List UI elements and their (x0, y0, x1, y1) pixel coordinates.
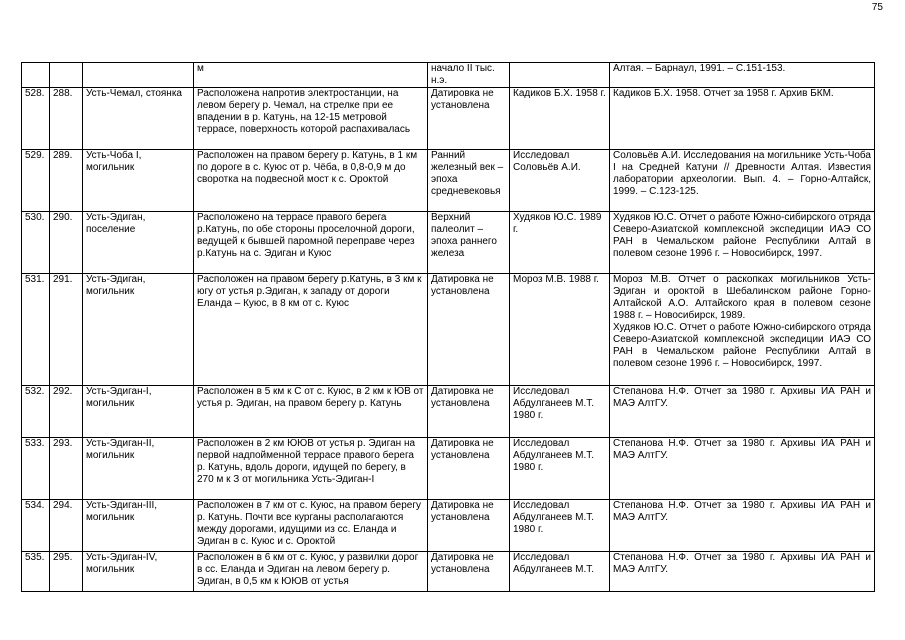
monument-dating: Датировка не установлена (428, 552, 510, 592)
monument-dating: Верхний палеолит – эпоха раннего железа (428, 212, 510, 274)
monuments-table (21, 62, 875, 592)
monument-researcher: Мороз М.В. 1988 г. (510, 274, 610, 386)
row-number: 532. (22, 386, 50, 438)
literature-entry: Худяков Ю.С. Отчет о работе Южно-сибирского отряда Северо-Азиатской комплексной экспедиции ИАЭ СО РАН в Чемальском районе Республики Алтай в полевом сезоне 1996 г. – Новосибирск, 1997. (613, 322, 871, 369)
monument-location: Расположен в 6 км от с. Куюс, у развилки дорог в сс. Еланда и Эдиган на левом берегу р. Эдиган, в 0,5 км к ЮЮВ от устья (194, 552, 428, 592)
monument-literature (610, 274, 875, 386)
monument-id (50, 63, 83, 88)
monument-researcher: Исследовал Соловьёв А.И. (510, 150, 610, 212)
monument-id: 291. (50, 274, 83, 386)
monument-location: Расположен на правом берегу р.Катунь, в 3 км к югу от устья р.Эдиган, к западу от дороги Еланда – Куюс, в 8 км от с. Куюс (194, 274, 428, 386)
monument-dating: Датировка не установлена (428, 386, 510, 438)
row-number: 534. (22, 500, 50, 552)
literature-entry: Мороз М.В. Отчет о раскопках могильников Усть-Эдиган и ороктой в Шебалинском районе Горно-Алтайской А.О. Алтайского края в полевом сезоне 1988 г. – Новосибирск, 1989. (613, 274, 871, 321)
monument-literature: Соловьёв А.И. Исследования на могильнике Усть-Чоба I на Средней Катуни // Древности Алтая. Известия лаборатории археологии. Вып. 4. – Горно-Алтайск, 1999. – С.123-125. (610, 150, 875, 212)
table-row (22, 552, 875, 592)
monument-location: Расположен на правом берегу р. Катунь, в 1 км по дороге в с. Куюс от р. Чёба, в 0,8-0,9 м до своротка на подвесной мост к с. Ороктой (194, 150, 428, 212)
monument-id: 293. (50, 438, 83, 500)
monument-location: Расположен в 7 км от с. Куюс, на правом берегу р. Катунь. Почти все курганы располагаются между дорогами, идущими из сс. Еланда и Эдиган в с. Куюс и с. Ороктой (194, 500, 428, 552)
monument-name: Усть-Эдиган, поселение (83, 212, 194, 274)
monument-dating: Датировка не установлена (428, 500, 510, 552)
monument-dating: начало II тыс. н.э. (428, 63, 510, 88)
monument-location: м (194, 63, 428, 88)
table-row (22, 212, 875, 274)
page-number: 75 (871, 2, 883, 13)
row-number (22, 63, 50, 88)
monument-dating: Датировка не установлена (428, 438, 510, 500)
monument-researcher: Исследовал Абдулганеев М.Т. 1980 г. (510, 386, 610, 438)
row-number: 529. (22, 150, 50, 212)
table-row (22, 150, 875, 212)
monument-researcher: Кадиков Б.Х. 1958 г. (510, 88, 610, 150)
monument-location: Расположен в 2 км ЮЮВ от устья р. Эдиган на первой надпойменной террасе правого берега р. Катунь, вдоль дороги, идущей по берегу, в 270 м к З от могильника Усть-Эдиган-I (194, 438, 428, 500)
monument-name (83, 63, 194, 88)
monument-researcher (510, 63, 610, 88)
row-number: 531. (22, 274, 50, 386)
monument-name: Усть-Эдиган-IV, могильник (83, 552, 194, 592)
monument-dating: Ранний железный век – эпоха средневековья (428, 150, 510, 212)
monument-id: 294. (50, 500, 83, 552)
row-number: 533. (22, 438, 50, 500)
table-row (22, 386, 875, 438)
monument-researcher: Исследовал Абдулганеев М.Т. 1980 г. (510, 438, 610, 500)
table-row (22, 438, 875, 500)
monument-id: 292. (50, 386, 83, 438)
monument-researcher: Исследовал Абдулганеев М.Т. 1980 г. (510, 500, 610, 552)
monument-name: Усть-Чемал, стоянка (83, 88, 194, 150)
monument-literature: Кадиков Б.Х. 1958. Отчет за 1958 г. Архив БКМ. (610, 88, 875, 150)
monument-literature: Степанова Н.Ф. Отчет за 1980 г. Архивы ИА РАН и МАЭ АлтГУ. (610, 386, 875, 438)
table-row (22, 63, 875, 88)
monument-literature: Худяков Ю.С. Отчет о работе Южно-сибирского отряда Северо-Азиатской комплексной экспедиции ИАЭ СО РАН в Чемальском районе Республики Алтай в полевом сезоне 1996 г. – Новосибирск, 1997. (610, 212, 875, 274)
monument-id: 290. (50, 212, 83, 274)
monument-dating: Датировка не установлена (428, 274, 510, 386)
monument-name: Усть-Чоба I, могильник (83, 150, 194, 212)
monument-location: Расположена напротив электростанции, на левом берегу р. Чемал, на стрелке при ее впадении в р. Катунь, на 12-15 метровой террасе, поверхность которой распахивалась (194, 88, 428, 150)
monument-name: Усть-Эдиган-III, могильник (83, 500, 194, 552)
monument-id: 288. (50, 88, 83, 150)
monument-name: Усть-Эдиган, могильник (83, 274, 194, 386)
monument-dating: Датировка не установлена (428, 88, 510, 150)
monument-literature: Степанова Н.Ф. Отчет за 1980 г. Архивы ИА РАН и МАЭ АлтГУ. (610, 438, 875, 500)
monument-researcher: Худяков Ю.С. 1989 г. (510, 212, 610, 274)
monument-literature: Степанова Н.Ф. Отчет за 1980 г. Архивы ИА РАН и МАЭ АлтГУ. (610, 500, 875, 552)
monument-literature: Алтая. – Барнаул, 1991. – С.151-153. (610, 63, 875, 88)
monument-name: Усть-Эдиган-I, могильник (83, 386, 194, 438)
table-row (22, 88, 875, 150)
monument-location: Расположен в 5 км к С от с. Куюс, в 2 км к ЮВ от устья р. Эдиган, на правом берегу р. Катунь (194, 386, 428, 438)
row-number: 530. (22, 212, 50, 274)
monument-literature: Степанова Н.Ф. Отчет за 1980 г. Архивы ИА РАН и МАЭ АлтГУ. (610, 552, 875, 592)
monument-id: 289. (50, 150, 83, 212)
table-row (22, 274, 875, 386)
monument-id: 295. (50, 552, 83, 592)
row-number: 535. (22, 552, 50, 592)
table-row (22, 500, 875, 552)
row-number: 528. (22, 88, 50, 150)
monument-researcher: Исследовал Абдулганеев М.Т. (510, 552, 610, 592)
monument-location: Расположено на террасе правого берега р.Катунь, по обе стороны проселочной дороги, ведущей к бывшей паромной переправе через р.Катунь на с. Эдиган и Куюс (194, 212, 428, 274)
monument-name: Усть-Эдиган-II, могильник (83, 438, 194, 500)
